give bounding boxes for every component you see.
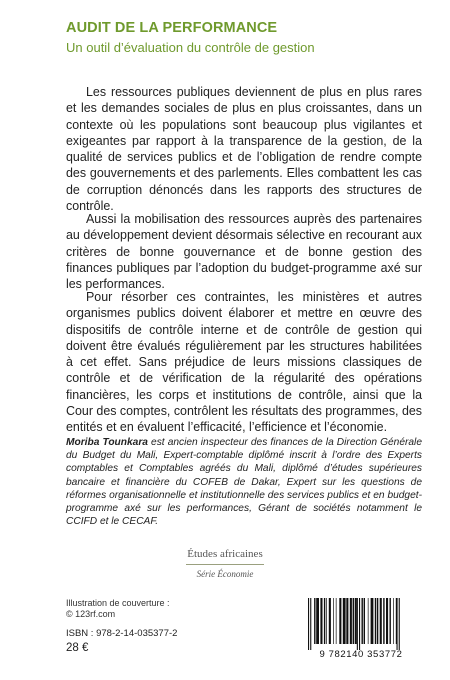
series-divider [186, 564, 264, 565]
blurb-paragraph-2: Aussi la mobilisation des ressources auprès des partenaires au développement devient désormais sélective en recourant aux critères de bonne gouvernance et de bonne gestion des finances publiques par l’adoption du budget-programme axé sur les performances. [66, 212, 422, 292]
barcode-bar [326, 598, 327, 644]
barcode-bar [377, 598, 378, 644]
barcode-bar [399, 598, 400, 650]
barcode-bar [359, 598, 360, 650]
barcode-bar [339, 598, 341, 644]
series-subtitle: Série Économie [196, 569, 254, 579]
barcode-bar [397, 598, 398, 650]
barcode-bar [364, 598, 365, 644]
barcode-bar [308, 598, 309, 650]
barcode-bar [396, 598, 397, 644]
blurb-paragraph-3: Pour résorber ces contraintes, les ministères et autres organismes publics doivent élaborer et mettre en œuvre des dispositifs de contrôle interne et de contrôle de gestion qui doivent être évalués régulièrement par les structures habilitées à cet effet. Sans préjudice de leurs missions classiques de contrôle et de vérification de la régularité des opérations financières, les corps et institutions de contrôle, ainsi que la Cour des comptes, contrôlent les résultats des programmes, des entités et en évaluent l’efficacité, l’efficience et l’économie. [66, 290, 423, 435]
barcode-bar [343, 598, 346, 644]
barcode-bar [333, 598, 334, 644]
barcode-bar [390, 598, 391, 644]
barcode-bar [329, 598, 331, 644]
barcode-bar [383, 598, 384, 644]
barcode-bar [371, 598, 374, 644]
book-title: AUDIT DE LA PERFORMANCE [66, 20, 278, 36]
barcode-bar [346, 598, 348, 644]
cover-credit [66, 598, 170, 620]
book-subtitle: Un outil d’évaluation du contrôle de gestion [66, 40, 315, 55]
barcode-bar [336, 598, 337, 644]
cover-credit-label: Illustration de couverture : [66, 598, 170, 608]
author-name: Moriba Tounkara [66, 437, 148, 448]
author-bio [66, 436, 422, 528]
isbn-text: ISBN : 978-2-14-035377-2 [66, 628, 178, 639]
barcode-digits: 9 782140 353772 [319, 649, 403, 660]
barcode-bar [380, 598, 382, 644]
barcode-bar [368, 598, 369, 644]
cover-credit-source: © 123rf.com [66, 609, 116, 619]
barcode-bar [375, 598, 376, 644]
barcode-bar [324, 598, 325, 644]
barcode-bar [357, 598, 358, 650]
barcode-bar [310, 598, 311, 650]
barcode-bar [316, 598, 319, 644]
blurb-paragraph-1: Les ressources publiques deviennent de plus en plus rares et les demandes sociales de plus en plus croissantes, dans un contexte où les populations sont beaucoup plus vigilantes et exigeantes par rapport à la transparence de la gestion, de la qualité de services publics et de l’obligation de rendre compte des gouvernements et des parlements. Elles combattent les cas de corruption dénoncés dans les rapports des structures de contrôle. [66, 85, 422, 214]
barcode-bars [300, 596, 422, 650]
barcode-bar [353, 598, 354, 644]
series-name: Études africaines [187, 548, 263, 560]
price-text: 28 € [66, 642, 89, 654]
author-bio-text: est ancien inspecteur des finances de la Direction Générale du Budget du Mali, Expert-comptable diplômé inscrit à l’ordre des Experts comptables et Comptables agréés du Mali, diplômé d’études supérieures bancaire et financière du COFEB de Dakar, Expert sur les questions de réformes organisationnelle et institutionnelle des services publics et en budget-programme axé sur les performances, Gérant de sociétés notamment le CCIFD et le CECAF. [66, 437, 422, 528]
barcode-bar [355, 598, 357, 644]
barcode-bar [314, 598, 315, 644]
barcode-bar [386, 598, 388, 644]
barcode-bar [320, 598, 322, 644]
barcode-bar [393, 598, 394, 644]
barcode-bar [350, 598, 352, 644]
barcode-bar [362, 598, 363, 644]
barcode [300, 596, 422, 662]
